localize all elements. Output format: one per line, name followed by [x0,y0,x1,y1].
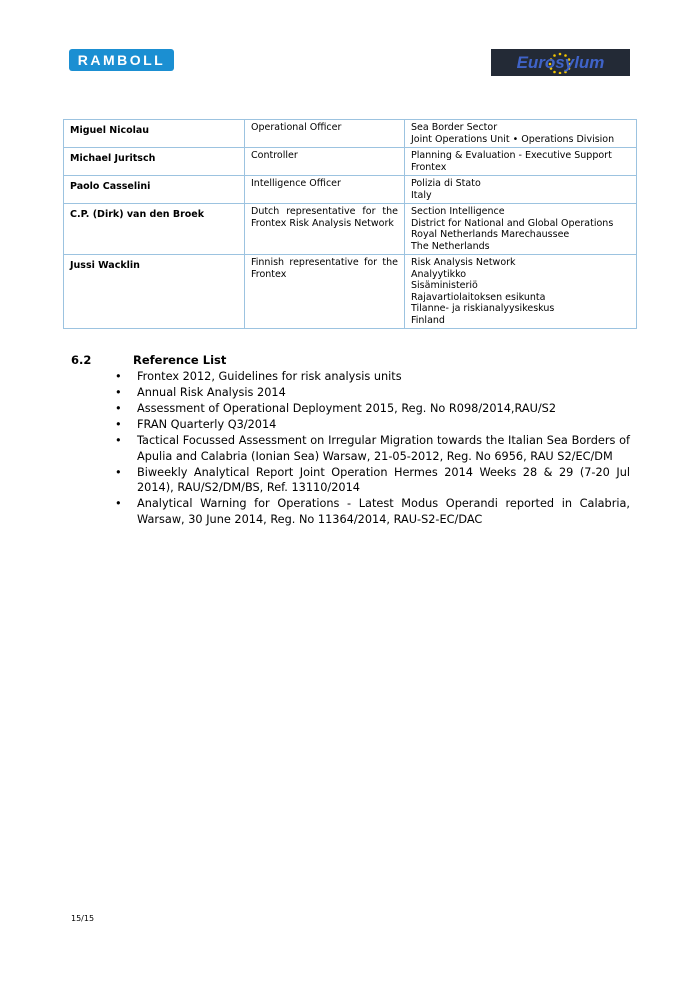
person-name: Paolo Casselini [64,176,245,204]
organisation-line: Section Intelligence [411,206,505,217]
organisation-line: Risk Analysis Network [411,257,516,268]
organisation-line: Frontex [411,161,447,173]
table-row [64,176,637,204]
section-number: 6.2 [71,353,92,367]
reference-item: • Assessment of Operational Deployment 2015, Reg. No R098/2014,RAU/S2 [113,401,630,417]
person-role: Operational Officer [245,120,405,148]
section-title: Reference List [133,353,227,367]
person-role: Finnish representative for the Frontex [245,255,405,329]
person-organisation [405,148,637,176]
organisation-line: The Netherlands [411,240,490,252]
contacts-table [63,119,637,329]
person-organisation [405,176,637,204]
organisation-line: Planning & Evaluation - Executive Support [411,150,612,161]
organisation-line: Sisäministeriö [411,280,478,291]
person-name: C.P. (Dirk) van den Broek [64,204,245,255]
reference-list [113,369,630,528]
person-role: Controller [245,148,405,176]
organisation-line: Polizia di Stato [411,178,481,189]
reference-item: • Annual Risk Analysis 2014 [113,385,630,401]
eurosylum-logo [491,49,630,76]
eurosylum-logo-text: Eurosylum [516,53,605,72]
page-number: 15/15 [71,914,95,923]
section-heading [71,353,226,367]
ramboll-logo: RAMBOLL [69,49,174,71]
organisation-line: Sea Border Sector [411,122,498,133]
reference-item: • Analytical Warning for Operations - Latest Modus Operandi reported in Calabria, Warsaw, 30 June 2014, Reg. No 11364/2014, RAU-S2-EC/DAC [113,496,630,527]
person-role: Dutch representative for the Frontex Risk Analysis Network [245,204,405,255]
table-row [64,148,637,176]
table-row [64,120,637,148]
person-organisation [405,204,637,255]
reference-item: • Tactical Focussed Assessment on Irregular Migration towards the Italian Sea Borders of Apulia and Calabria (Ionian Sea) Warsaw, 21-05-2012, Reg. No 6956, RAU S2/EC/DM [113,433,630,464]
organisation-line: Rajavartiolaitoksen esikunta [411,291,546,303]
organisation-line: Joint Operations Unit • Operations Division [411,133,615,145]
reference-item: • Biweekly Analytical Report Joint Operation Hermes 2014 Weeks 28 & 29 (7-20 Jul 2014), RAU/S2/DM/BS, Ref. 13110/2014 [113,465,630,496]
person-organisation [405,255,637,329]
person-role: Intelligence Officer [245,176,405,204]
organisation-line: Tilanne- ja riskianalyysikeskus [411,303,555,314]
organisation-line: District for National and Global Operations [411,217,614,229]
organisation-line: Italy [411,189,432,201]
reference-item: • Frontex 2012, Guidelines for risk analysis units [113,369,630,385]
table-row [64,204,637,255]
table-row [64,255,637,329]
person-name: Miguel Nicolau [64,120,245,148]
organisation-line: Finland [411,314,445,326]
person-name: Michael Juritsch [64,148,245,176]
person-organisation [405,120,637,148]
reference-item: • FRAN Quarterly Q3/2014 [113,417,630,433]
organisation-line: Analyytikko [411,268,467,280]
person-name: Jussi Wacklin [64,255,245,329]
organisation-line: Royal Netherlands Marechaussee [411,229,570,240]
